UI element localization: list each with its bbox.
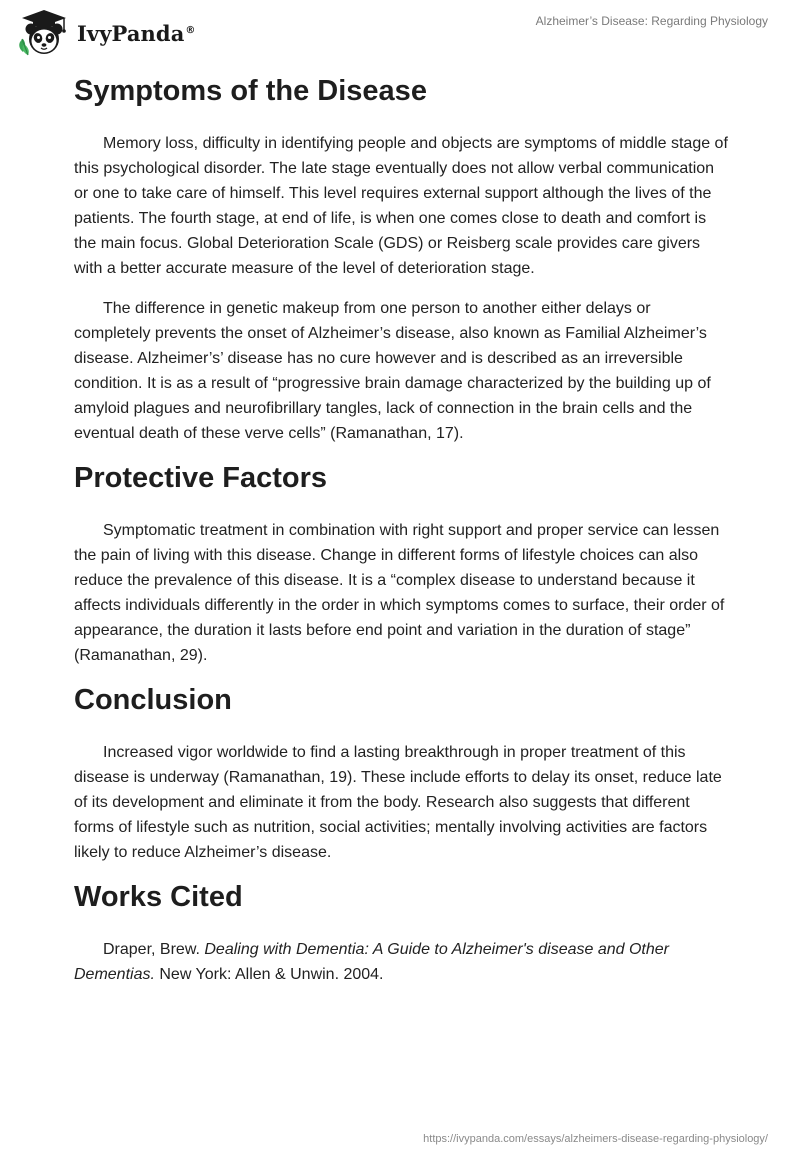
paragraph: Symptomatic treatment in combination with right support and proper service can lessen the pain of living with this disease. Change in different forms of lifestyle choices can also reduce the prevalence of this disease. It is a “complex disease to understand because it affects individuals differently in the order in which symptoms comes to surface, their order of appearance, the duration it lasts before end point and variation in the duration of stage” (Ramanathan, 29). (74, 522, 725, 664)
paragraph: Increased vigor worldwide to find a lasting breakthrough in proper treatment of this disease is underway (Ramanathan, 19). These include efforts to delay its onset, reduce late of its development and eliminate it from the body. Research also suggests that different forms of lifestyle such as nutrition, social activities; mentally involving activities are factors likely to reduce Alzheimer’s disease. (74, 744, 722, 861)
ivypanda-logo[interactable] (14, 8, 196, 58)
section-works-cited (74, 876, 730, 987)
running-title: Alzheimer’s Disease: Regarding Physiology (535, 14, 768, 28)
citation-entry (74, 937, 730, 987)
brand-name: IvyPanda® (77, 20, 196, 46)
panda-mascot-icon (14, 8, 72, 58)
section-symptoms (74, 70, 730, 446)
section-heading: Works Cited (74, 881, 243, 913)
section-conclusion (74, 679, 730, 865)
section-protective-factors (74, 457, 730, 668)
source-url[interactable]: https://ivypanda.com/essays/alzheimers-disease-regarding-physiology/ (423, 1133, 768, 1145)
citation-author: Draper, Brew. (103, 941, 205, 958)
paragraph: The difference in genetic makeup from one person to another either delays or completely prevents the onset of Alzheimer’s disease, also known as Familial Alzheimer’s disease. Alzheimer’s’ disease has no cure however and is described as an irreversible condition. It is as a result of “progressive brain damage characterized by the building up of amyloid plagues and neurofibrillary tangles, lack of connection in the brain cells and the eventual death of these verve cells” (Ramanathan, 17). (74, 300, 711, 442)
section-heading: Symptoms of the Disease (74, 75, 427, 107)
section-heading: Conclusion (74, 684, 232, 716)
paragraph: Memory loss, difficulty in identifying people and objects are symptoms of middle stage of this psychological disorder. The late stage eventually does not allow verbal communication or one to take care of himself. This level requires external support although the lives of the patients. The fourth stage, at end of life, is when one comes close to death and comfort is the main focus. Global Deterioration Scale (GDS) or Reisberg scale provides care givers with a better accurate measure of the level of deterioration stage. (74, 135, 728, 277)
page-header (0, 0, 800, 62)
citation-publication: New York: Allen & Unwin. 2004. (154, 966, 384, 983)
essay-content (74, 70, 730, 987)
citation-title: Dealing with Dementia: A Guide to Alzheimer's disease and Other Dementias. (74, 941, 669, 983)
registered-mark: ® (185, 24, 196, 36)
section-heading: Protective Factors (74, 462, 328, 494)
